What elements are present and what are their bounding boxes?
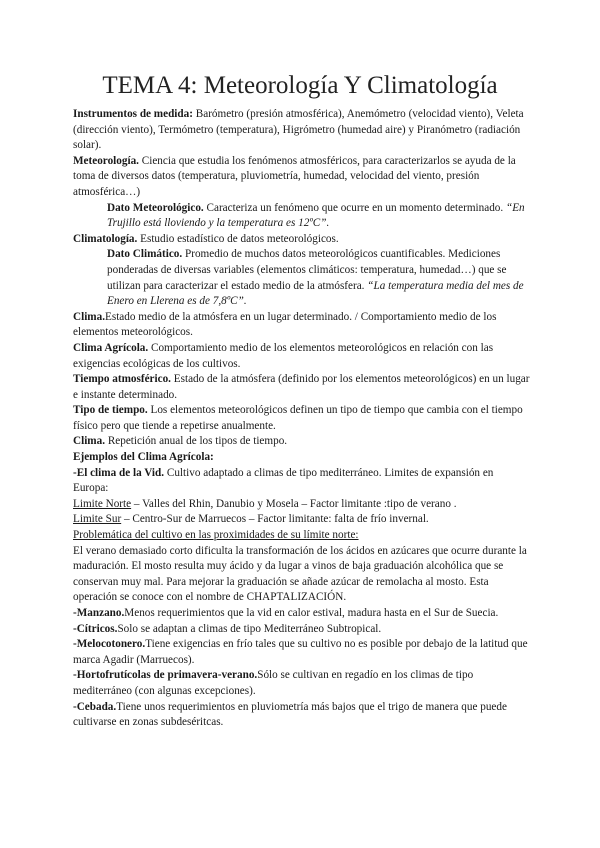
text-clima: Estado medio de la atmósfera en un lugar determinado. / Comportamiento medio de los elementos meteorológicos. (73, 310, 497, 339)
paragraph-clima-agricola (73, 341, 531, 372)
term-cebada: -Cebada. (73, 700, 117, 713)
term-vid: -El clima de la Vid. (73, 466, 165, 479)
term-instrumentos: Instrumentos de medida: (73, 108, 193, 120)
text-manzano: Menos requerimientos que la vid en calor estival, madura hasta en el Sur de Suecia. (124, 607, 499, 619)
term-clima-agricola: Clima Agrícola. (73, 341, 149, 354)
paragraph-manzano (73, 606, 531, 622)
paragraph-tipo-de-tiempo (73, 403, 531, 434)
paragraph-limite-sur (73, 512, 531, 528)
paragraph-climatologia (73, 232, 531, 248)
paragraph-clima (73, 310, 531, 341)
example-dato-meteorologico: “En Trujillo está lloviendo y la temperatura es 12ºC”. (107, 201, 525, 230)
heading-ejemplos: Ejemplos del Clima Agrícola: (73, 451, 214, 464)
term-clima: Clima. (73, 310, 106, 323)
term-tiempo-atmosferico: Tiempo atmosférico. (73, 373, 171, 386)
term-clima-2: Clima. (73, 435, 106, 448)
text-tiempo-atmosferico: Estado de la atmósfera (definido por los elementos meteorológicos) en un lugar e instante determinado. (73, 373, 530, 401)
text-dato-climatico: Promedio de muchos datos meteorológicos cuantificables. Mediciones ponderadas de diversas variables (elementos climáticos: temperatura, humedad…) que se utilizan para caracterizar el estado medio de la atmósfera. (107, 248, 507, 292)
text-cebada: Tiene unos requerimientos en pluviometría más bajos que el trigo de manera que puede cultivarse en zonas subdeséritcas. (73, 700, 507, 729)
term-tipo-de-tiempo: Tipo de tiempo. (73, 404, 148, 417)
text-dato-meteorologico: Caracteriza un fenómeno que ocurre en un momento determinado. (203, 201, 506, 214)
text-clima-2: Repetición anual de los tipos de tiempo. (105, 435, 288, 448)
paragraph-dato-climatico (73, 247, 531, 309)
text-climatologia: Estudio estadístico de datos meteorológicos. (137, 232, 339, 245)
paragraph-tiempo-atmosferico (73, 372, 531, 403)
section-heading-ejemplos (73, 450, 531, 466)
paragraph-hortofruticolas (73, 668, 531, 699)
term-manzano: -Manzano. (73, 607, 125, 619)
text-hortofruticolas: Sólo se cultivan en regadío en los climas de tipo mediterráneo (con algunas excepciones). (73, 669, 474, 697)
term-citricos: -Cítricos. (73, 622, 118, 635)
term-hortofruticolas: -Hortofrutícolas de primavera-verano. (73, 669, 258, 682)
paragraph-limite-norte (73, 497, 531, 513)
example-dato-climatico: “La temperatura media del mes de Enero en Llerena es de 7,8ºC”. (107, 279, 524, 308)
paragraph-problematica-heading (73, 528, 531, 544)
paragraph-problematica-text: El verano demasiado corto dificulta la transformación de los ácidos en azúcares que ocurre durante la maduración. El mosto resulta muy ácido y da lugar a vinos de baja graduación alcohólica que se conservan muy mal. Para mejorar la graduación se añade azúcar de remolacha al mosto. Esta operación se conoce con el nombre de CHAPTALIZACIÓN. (73, 544, 527, 604)
paragraph-citricos (73, 622, 531, 638)
text-citricos: Solo se adaptan a climas de tipo Mediterráneo Subtropical. (117, 622, 382, 635)
paragraph-instrumentos (73, 107, 531, 154)
paragraph-clima-2 (73, 434, 531, 450)
text-limite-sur: – Centro-Sur de Marruecos – Factor limitante: falta de frío invernal. (121, 513, 429, 526)
label-limite-norte: Limite Norte (73, 497, 132, 510)
term-dato-climatico: Dato Climático. (107, 248, 183, 261)
text-tipo-de-tiempo: Los elementos meteorológicos definen un tipo de tiempo que cambia con el tiempo físico pero que tiende a repetirse anualmente. (73, 404, 523, 432)
term-climatologia: Climatología. (73, 232, 138, 245)
term-meteorologia: Meteorología. (73, 154, 139, 167)
term-dato-meteorologico: Dato Meteorológico. (107, 201, 204, 214)
text-instrumentos: Barómetro (presión atmosférica), Anemómetro (velocidad viento), Veleta (dirección viento), Termómetro (temperatura), Higrómetro (humedad aire) y Piranómetro (radiación solar). (73, 108, 524, 152)
page-title: TEMA 4: Meteorología Y Climatología (102, 72, 498, 99)
text-limite-norte: – Valles del Rhin, Danubio y Mosela – Factor limitante :tipo de verano . (131, 497, 457, 510)
paragraph-dato-meteorologico (73, 201, 531, 232)
label-limite-sur: Limite Sur (73, 513, 122, 526)
text-vid: Cultivo adaptado a climas de tipo mediterráneo. Limites de expansión en Europa: (73, 466, 494, 495)
paragraph-vid (73, 466, 531, 497)
document-body (73, 107, 531, 731)
paragraph-meteorologia (73, 154, 531, 201)
term-melocotonero: -Melocotonero. (73, 638, 146, 651)
text-clima-agricola: Comportamiento medio de los elementos meteorológicos en relación con las exigencias ecológicas de los cultivos. (73, 341, 494, 370)
text-meteorologia: Ciencia que estudia los fenómenos atmosféricos, para caracterizarlos se ayuda de la toma de diversos datos (temperatura, pluviometría, humedad, velocidad del viento, presión atmosférica…) (73, 154, 516, 198)
heading-problematica: Problemática del cultivo en las proximidades de su límite norte: (73, 529, 359, 542)
paragraph-melocotonero (73, 637, 531, 668)
paragraph-cebada (73, 700, 531, 731)
text-melocotonero: Tiene exigencias en frío tales que su cultivo no es posible por debajo de la latitud que marca Agadir (Marruecos). (73, 638, 528, 666)
